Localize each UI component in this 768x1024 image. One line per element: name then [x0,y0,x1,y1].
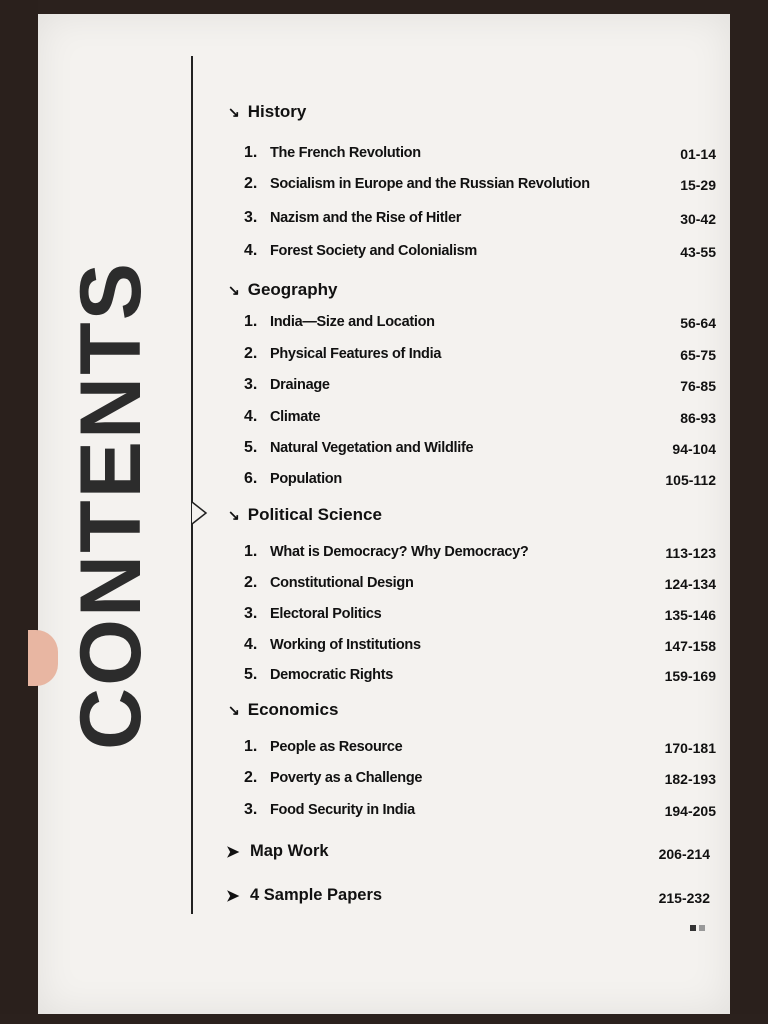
item-number: 5. [244,666,258,683]
item-title: Physical Features of India [270,346,442,362]
item-title: Natural Vegetation and Wildlife [270,440,474,456]
item-number: 3. [244,376,258,393]
item-pages: 170-181 [664,740,716,756]
item-number: 5. [244,439,258,456]
item-number: 4. [244,242,258,259]
item-title: 4 Sample Papers [250,886,383,904]
item-pages: 01-14 [680,146,716,162]
item-pages: 94-104 [672,441,716,457]
item-pages: 124-134 [664,576,716,592]
list-item [244,439,716,461]
item-pages: 86-93 [680,410,716,426]
arrowhead-right-icon: ➤ [226,888,240,905]
arrow-down-right-icon: ↘ [228,282,240,298]
photo-background-left [0,0,38,1024]
item-pages: 194-205 [664,803,716,819]
item-number: 3. [244,209,258,226]
item-number: 4. [244,636,258,653]
item-pages: 182-193 [664,771,716,787]
list-item [244,543,716,565]
sample-papers-entry [226,886,716,910]
photo-background-top [0,0,768,14]
item-title: Drainage [270,377,330,393]
list-item [244,801,716,823]
item-number: 2. [244,769,258,786]
contents-heading-text: CONTENTS [62,260,159,750]
item-pages: 76-85 [680,378,716,394]
photo-background-bottom [0,1014,768,1024]
item-number: 3. [244,801,258,818]
arrow-down-right-icon: ↘ [228,702,240,718]
item-number: 1. [244,144,258,161]
photo-background-right [730,0,768,1024]
item-pages: 147-158 [664,638,716,654]
list-item [244,209,716,231]
section-heading-history [228,102,306,122]
contents-heading [50,260,172,750]
item-number: 4. [244,408,258,425]
divider-notch [186,500,212,526]
item-title: Nazism and the Rise of Hitler [270,210,462,226]
item-number: 3. [244,605,258,622]
item-number: 2. [244,574,258,591]
item-number: 2. [244,175,258,192]
item-number: 1. [244,738,258,755]
list-item [244,242,716,264]
list-item [244,574,716,596]
item-pages: 105-112 [665,472,716,488]
item-title: Poverty as a Challenge [270,770,423,786]
list-item [244,738,716,760]
item-title: Constitutional Design [270,575,414,591]
map-work-entry [226,842,716,866]
item-pages: 159-169 [664,668,716,684]
item-pages: 30-42 [680,211,716,227]
vertical-divider [191,56,193,914]
item-pages: 43-55 [680,244,716,260]
section-label: Political Science [247,505,382,524]
list-item [244,376,716,398]
list-item [244,636,716,658]
item-title: India—Size and Location [270,314,435,330]
section-label: Economics [247,700,339,719]
section-heading-political-science [228,505,382,525]
section-heading-economics [228,700,338,720]
item-title: Forest Society and Colonialism [270,243,477,259]
arrow-down-right-icon: ↘ [228,104,240,120]
section-label: History [247,102,307,121]
item-title: Map Work [250,842,329,860]
item-title: People as Resource [270,739,403,755]
item-pages: 215-232 [658,890,710,906]
list-item [244,470,716,492]
list-item [244,769,716,791]
item-title: Democratic Rights [270,667,394,683]
decorative-squares [690,918,708,936]
item-title: The French Revolution [270,145,421,161]
item-title: What is Democracy? Why Democracy? [270,544,529,560]
item-number: 2. [244,345,258,362]
item-title: Food Security in India [270,802,415,818]
list-item [244,605,716,627]
section-label: Geography [247,280,338,299]
section-heading-geography [228,280,337,300]
item-title: Climate [270,409,321,425]
list-item [244,313,716,335]
item-pages: 15-29 [680,177,716,193]
item-pages: 113-123 [665,545,716,561]
item-number: 1. [244,313,258,330]
item-pages: 206-214 [658,846,710,862]
item-number: 6. [244,470,258,487]
item-pages: 65-75 [680,347,716,363]
list-item [244,408,716,430]
item-title: Electoral Politics [270,606,382,622]
item-title: Socialism in Europe and the Russian Revolution [270,176,590,192]
list-item [244,144,716,166]
arrowhead-right-icon: ➤ [226,844,240,861]
list-item [244,345,716,367]
list-item [244,175,716,197]
item-pages: 56-64 [680,315,716,331]
item-pages: 135-146 [664,607,716,623]
item-title: Working of Institutions [270,637,421,653]
item-number: 1. [244,543,258,560]
item-title: Population [270,471,342,487]
list-item [244,666,716,688]
arrow-down-right-icon: ↘ [228,507,240,523]
